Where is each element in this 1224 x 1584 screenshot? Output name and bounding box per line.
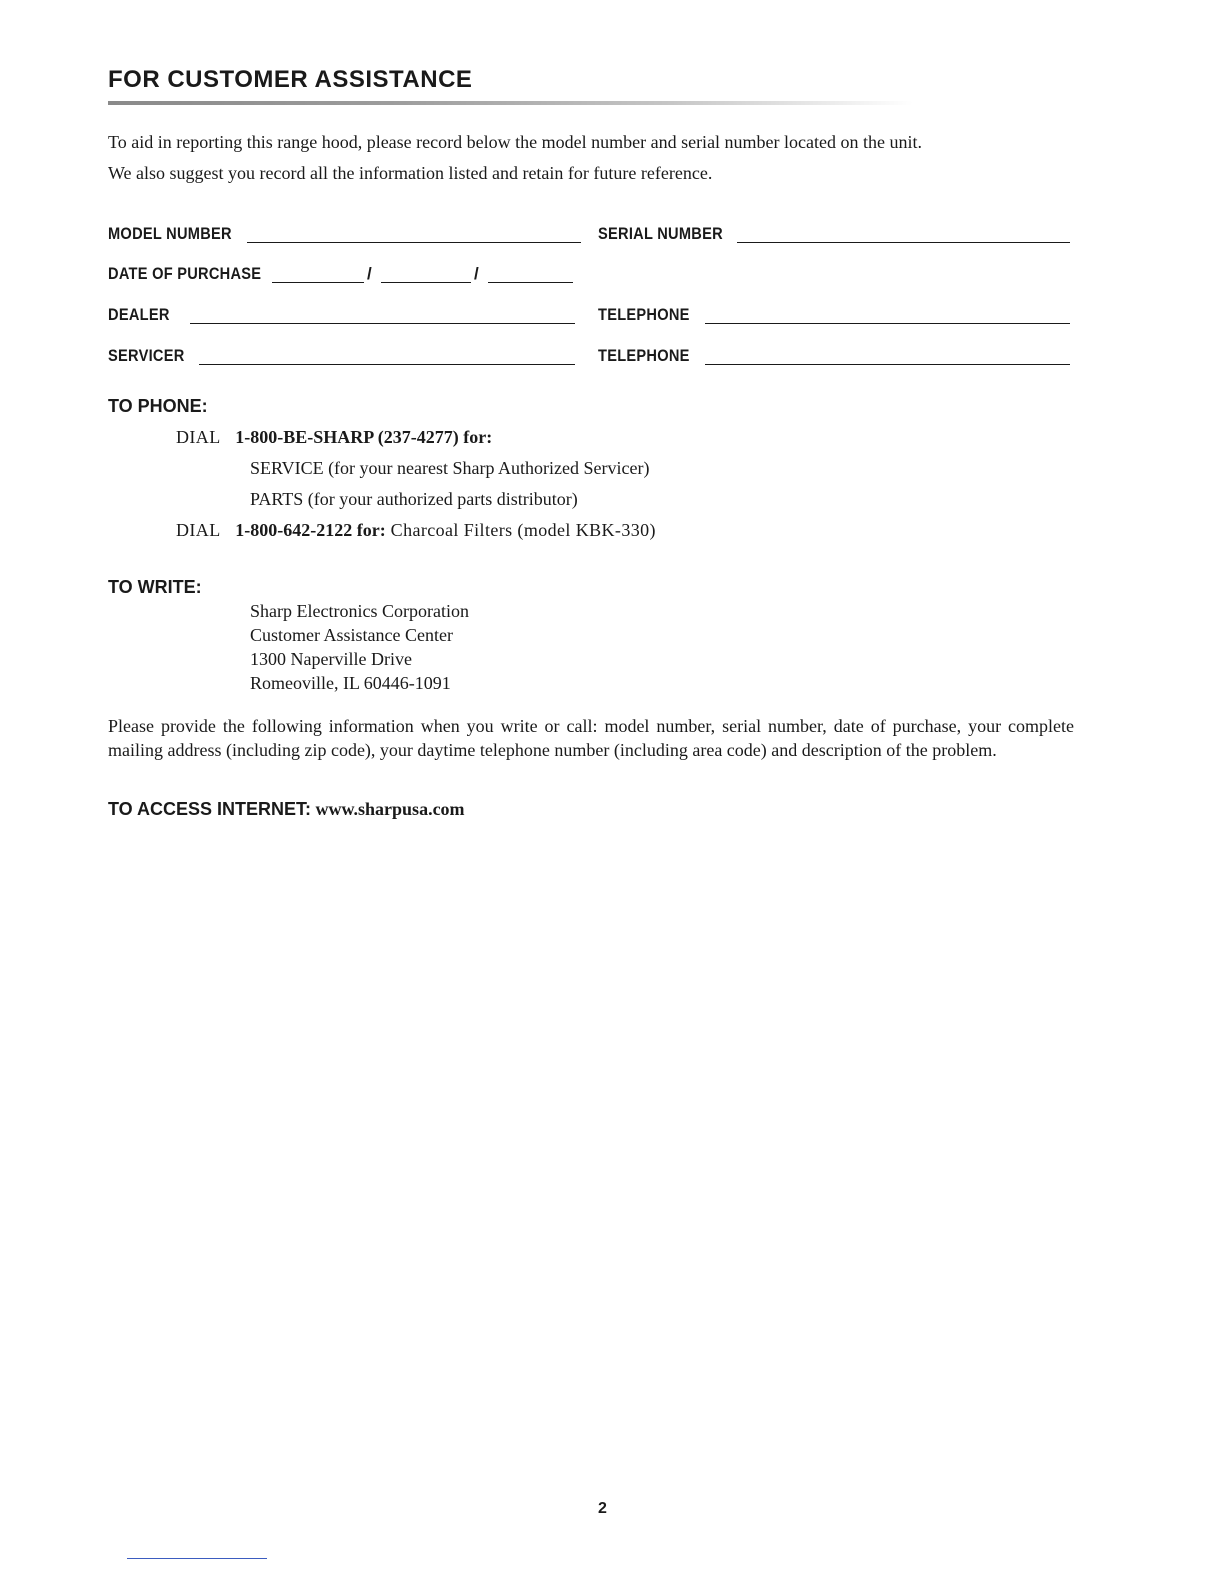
servicer-telephone-label: TELEPHONE	[598, 346, 690, 365]
service-line: SERVICE (for your nearest Sharp Authorized Servicer)	[250, 458, 650, 478]
intro-line-2: We also suggest you record all the information listed and retain for future reference.	[108, 163, 713, 183]
page-title: FOR CUSTOMER ASSISTANCE	[108, 66, 473, 93]
servicer-label: SERVICER	[108, 346, 185, 365]
purchase-month-field[interactable]	[272, 282, 364, 283]
to-write-heading: TO WRITE:	[108, 577, 202, 597]
dial-2-label: DIAL	[176, 520, 221, 540]
dealer-label: DEALER	[108, 305, 170, 324]
date-separator-2: /	[474, 264, 479, 283]
address-line: 1300 Naperville Drive	[250, 649, 412, 669]
serial-number-field[interactable]	[737, 242, 1070, 243]
dial-2-number: 1-800-642-2122 for:	[235, 520, 386, 540]
title-underline	[108, 101, 913, 105]
purchase-year-field[interactable]	[488, 282, 573, 283]
date-separator-1: /	[367, 264, 372, 283]
model-number-label: MODEL NUMBER	[108, 224, 232, 243]
model-number-field[interactable]	[247, 242, 581, 243]
dial-line-1	[176, 427, 492, 448]
purchase-day-field[interactable]	[381, 282, 471, 283]
parts-line: PARTS (for your authorized parts distributor)	[250, 489, 578, 509]
dial-2-text: Charcoal Filters (model KBK-330)	[385, 520, 656, 540]
dealer-field[interactable]	[190, 323, 575, 324]
address-line: Sharp Electronics Corporation	[250, 601, 469, 621]
dealer-telephone-label: TELEPHONE	[598, 305, 690, 324]
intro-line-1: To aid in reporting this range hood, please record below the model number and serial number located on the unit.	[108, 132, 922, 152]
address-line: Customer Assistance Center	[250, 625, 453, 645]
date-of-purchase-label: DATE OF PURCHASE	[108, 264, 262, 283]
servicer-telephone-field[interactable]	[705, 364, 1070, 365]
dial-1-number: 1-800-BE-SHARP (237-4277) for:	[235, 427, 493, 447]
footer-rule	[127, 1558, 267, 1559]
instructions-paragraph: Please provide the following information when you write or call: model number, serial number, date of purchase, your complete mailing address (including zip code), your daytime telephone number (including area code) and description of the problem.	[108, 716, 1074, 760]
dial-1-label: DIAL	[176, 427, 221, 447]
page-number: 2	[598, 1500, 607, 1517]
dial-line-2	[176, 520, 656, 541]
dealer-telephone-field[interactable]	[705, 323, 1070, 324]
to-phone-heading: TO PHONE:	[108, 396, 208, 416]
website-link[interactable]: www.sharpusa.com	[311, 799, 465, 819]
internet-line	[108, 799, 465, 820]
serial-number-label: SERIAL NUMBER	[598, 224, 723, 243]
servicer-field[interactable]	[199, 364, 575, 365]
address-line: Romeoville, IL 60446-1091	[250, 673, 451, 693]
internet-label: TO ACCESS INTERNET:	[108, 799, 312, 819]
